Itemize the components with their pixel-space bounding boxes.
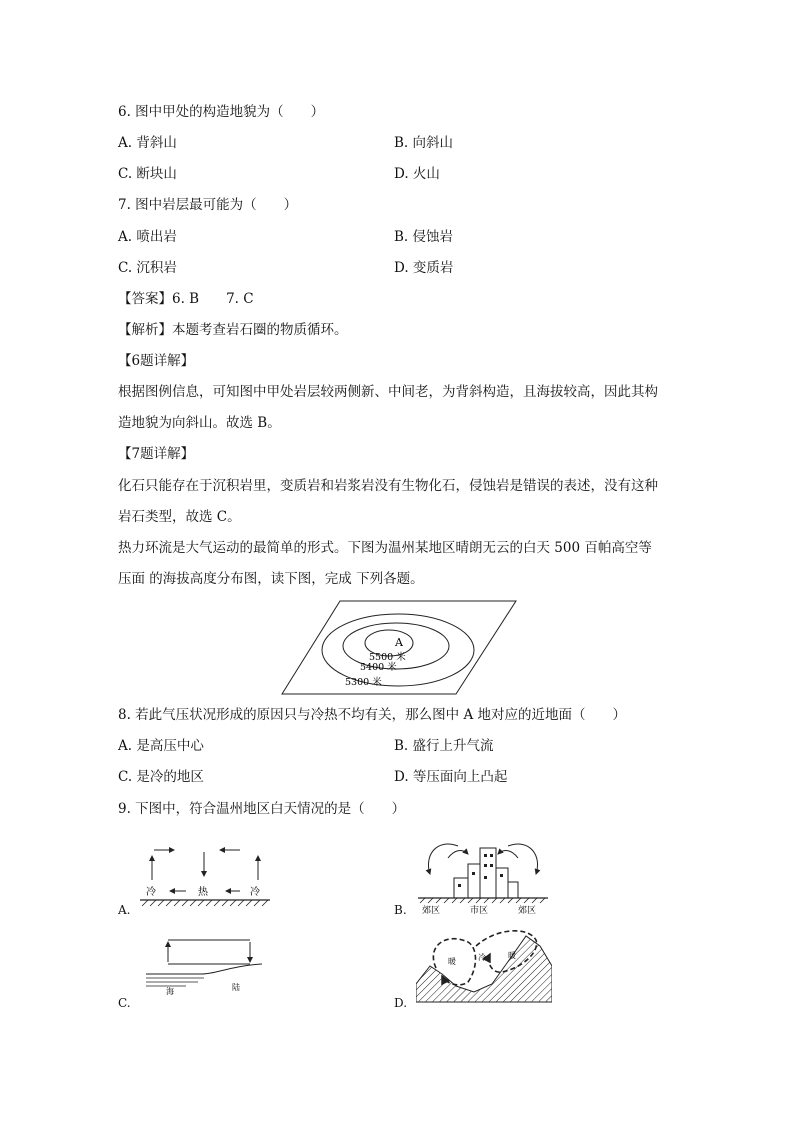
q9-option-d-label: D. bbox=[394, 996, 408, 1010]
fig-a-right-label: 冷 bbox=[250, 887, 260, 898]
q6-option-a: A. 背斜山 bbox=[118, 135, 177, 151]
q8-option-a: A. 是高压中心 bbox=[118, 738, 204, 754]
intro-line-1: 热力环流是大气运动的最简单的形式。下图为温州某地区晴朗无云的白天 500 百帕高空等 bbox=[118, 540, 652, 556]
fig-c-sea-label: 海 bbox=[166, 987, 174, 996]
q6-stem: 6. 图中甲处的构造地貌为（ ） bbox=[118, 104, 325, 120]
detail6-heading: 【6题详解】 bbox=[118, 353, 195, 369]
q9-figure-b bbox=[418, 832, 548, 916]
q7-option-a: A. 喷出岩 bbox=[118, 229, 177, 245]
answer-line: 【答案】6. B 7. C bbox=[118, 291, 254, 307]
q8-stem: 8. 若此气压状况形成的原因只与冷热不均有关，那么图中 A 地对应的近地面（ ） bbox=[118, 707, 627, 723]
intro-line-2: 压面 的海拔高度分布图，读下图，完成 下列各题。 bbox=[118, 571, 424, 587]
fig-b-mid-label: 市区 bbox=[470, 906, 489, 916]
contour-label-5400: 5400 米 bbox=[360, 662, 397, 673]
q7-option-b: B. 侵蚀岩 bbox=[394, 229, 454, 245]
q8-option-d: D. 等压面向上凸起 bbox=[394, 769, 508, 785]
fig-d-left-label: 暖 bbox=[448, 957, 456, 966]
q7-option-c: C. 沉积岩 bbox=[118, 260, 177, 276]
q8-option-b: B. 盛行上升气流 bbox=[394, 738, 494, 754]
fig-c-land-label: 陆 bbox=[232, 983, 240, 992]
detail6-line-2: 造地貌为向斜山。故选 B。 bbox=[118, 415, 281, 431]
q6-option-d: D. 火山 bbox=[394, 166, 440, 182]
fig-d-right-label: 暖 bbox=[508, 951, 516, 960]
fig-a-mid-label: 热 bbox=[198, 887, 208, 898]
fig-b-right-label: 郊区 bbox=[518, 906, 537, 916]
q6-option-b: B. 向斜山 bbox=[394, 135, 454, 151]
q9-figure-c bbox=[146, 932, 262, 1000]
q9-option-a-label: A. bbox=[118, 903, 131, 917]
q8-option-c: C. 是冷的地区 bbox=[118, 769, 204, 785]
point-a-label: A bbox=[395, 636, 403, 649]
fig-b-left-label: 郊区 bbox=[422, 906, 441, 916]
detail6-line-1: 根据图例信息，可知图中甲处岩层较两侧新、中间老，为背斜构造，且海拔较高，因此其构 bbox=[118, 384, 658, 400]
q9-stem: 9. 下图中，符合温州地区白天情况的是（ ） bbox=[118, 801, 406, 817]
contour-label-5300: 5300 米 bbox=[345, 677, 382, 688]
detail7-line-1: 化石只能存在于沉积岩里，变质岩和岩浆岩没有生物化石，侵蚀岩是错误的表述，没有这种 bbox=[118, 478, 658, 494]
q7-stem: 7. 图中岩层最可能为（ ） bbox=[118, 197, 298, 213]
analysis-line: 【解析】本题考查岩石圈的物质循环。 bbox=[118, 322, 348, 338]
fig-a-left-label: 冷 bbox=[146, 887, 156, 898]
q7-option-d: D. 变质岩 bbox=[394, 260, 454, 276]
detail7-heading: 【7题详解】 bbox=[118, 446, 195, 462]
fig-d-mid-label: 冷 bbox=[478, 953, 486, 962]
q6-option-c: C. 断块山 bbox=[118, 166, 177, 182]
detail7-line-2: 岩石类型，故选 C。 bbox=[118, 509, 241, 525]
q9-option-c-label: C. bbox=[118, 996, 131, 1010]
isobar-figure bbox=[280, 598, 520, 698]
contour-label-5500: 5500 米 bbox=[369, 652, 406, 663]
q9-option-b-label: B. bbox=[394, 903, 407, 917]
q9-figure-a bbox=[140, 840, 270, 912]
q9-figure-d bbox=[416, 926, 552, 1006]
contour-outer bbox=[322, 614, 474, 686]
